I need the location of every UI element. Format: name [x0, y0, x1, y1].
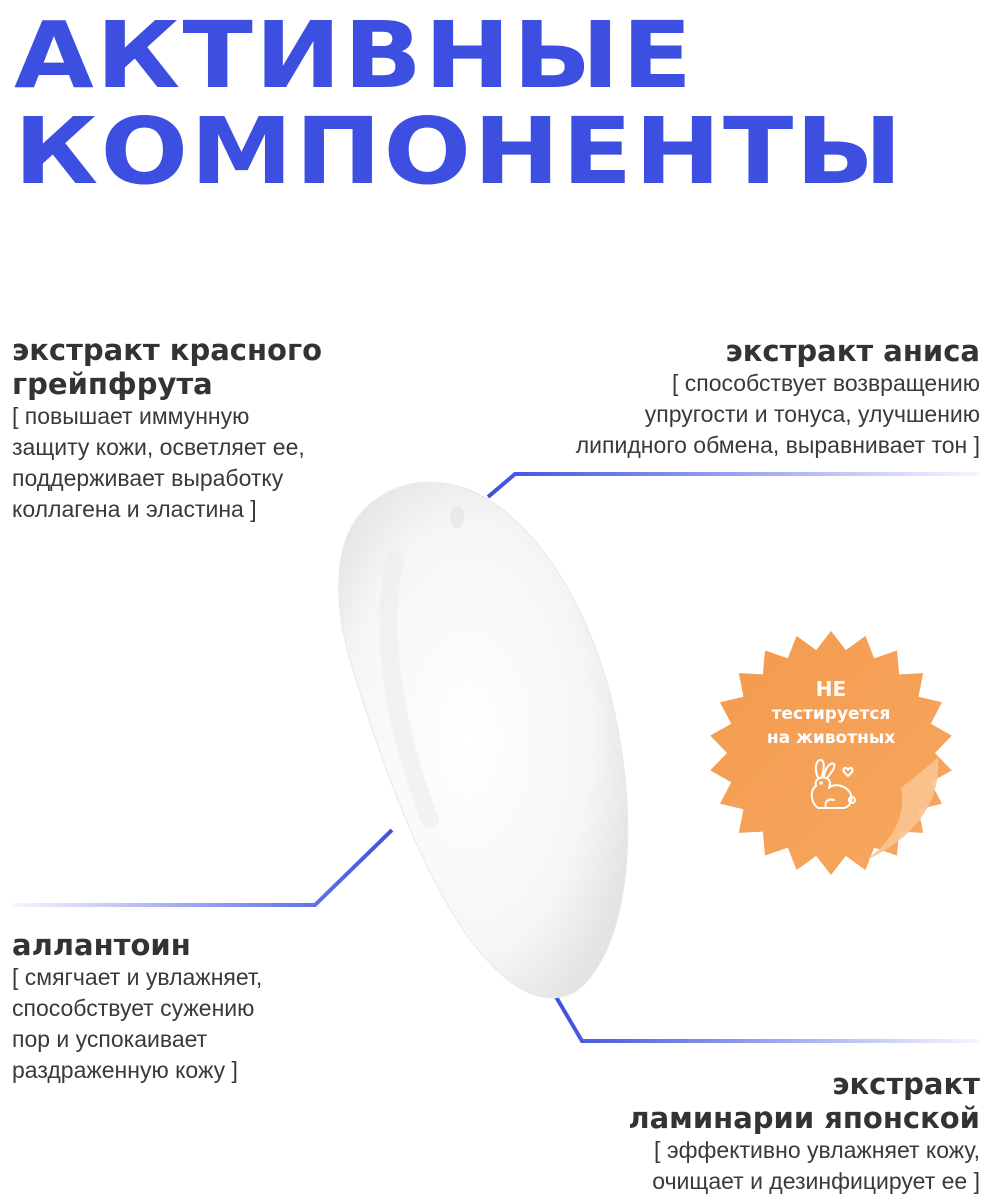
badge-line-3: на животных: [766, 728, 896, 748]
ingredient-description: [ смягчает и увлажняет, способствует сужению пор и успокаивает раздраженную кожу ]: [12, 964, 263, 1083]
ingredient-name: [500, 334, 980, 368]
ingredient-name: [12, 333, 392, 401]
connector-line-laminaria: [552, 990, 980, 1041]
title-line-2: КОМПОНЕНТЫ: [14, 98, 905, 205]
ingredient-name-line: экстракт аниса: [725, 334, 980, 368]
ingredient-name-line: экстракт: [832, 1067, 980, 1101]
ingredient-laminaria: [520, 1067, 980, 1197]
badge-line-1: НЕ: [815, 677, 847, 701]
ingredient-description: [ способствует возвращению упругости и тонуса, улучшению липидного обмена, выравнивает тон ]: [575, 370, 980, 458]
ingredient-description: [ повышает иммунную защиту кожи, осветляет ее, поддерживает выработку коллагена и эластина ]: [12, 403, 305, 522]
ingredient-grapefruit: [12, 333, 392, 525]
connector-line-anise: [488, 474, 980, 497]
ingredient-name-line: грейпфрута: [12, 367, 213, 401]
cream-smear: [339, 482, 628, 998]
badge-line-2: тестируется: [771, 704, 891, 724]
ingredient-name-line: экстракт красного: [12, 333, 323, 367]
ingredient-description: [ эффективно увлажняет кожу, очищает и дезинфицирует ее ]: [652, 1137, 980, 1194]
ingredient-allantoin: [12, 928, 372, 1086]
title-line-1: АКТИВНЫЕ: [14, 2, 695, 109]
ingredient-name-line: ламинарии японской: [628, 1101, 980, 1135]
rabbit-icon: [796, 756, 866, 818]
badge-text: [706, 676, 956, 822]
ingredient-name: [520, 1067, 980, 1135]
ingredient-name-line: аллантоин: [12, 928, 191, 962]
not-tested-on-animals-badge: [706, 628, 956, 878]
ingredient-name: [12, 928, 372, 962]
connector-line-allantoin: [12, 830, 392, 905]
ingredient-anise: [500, 334, 980, 461]
